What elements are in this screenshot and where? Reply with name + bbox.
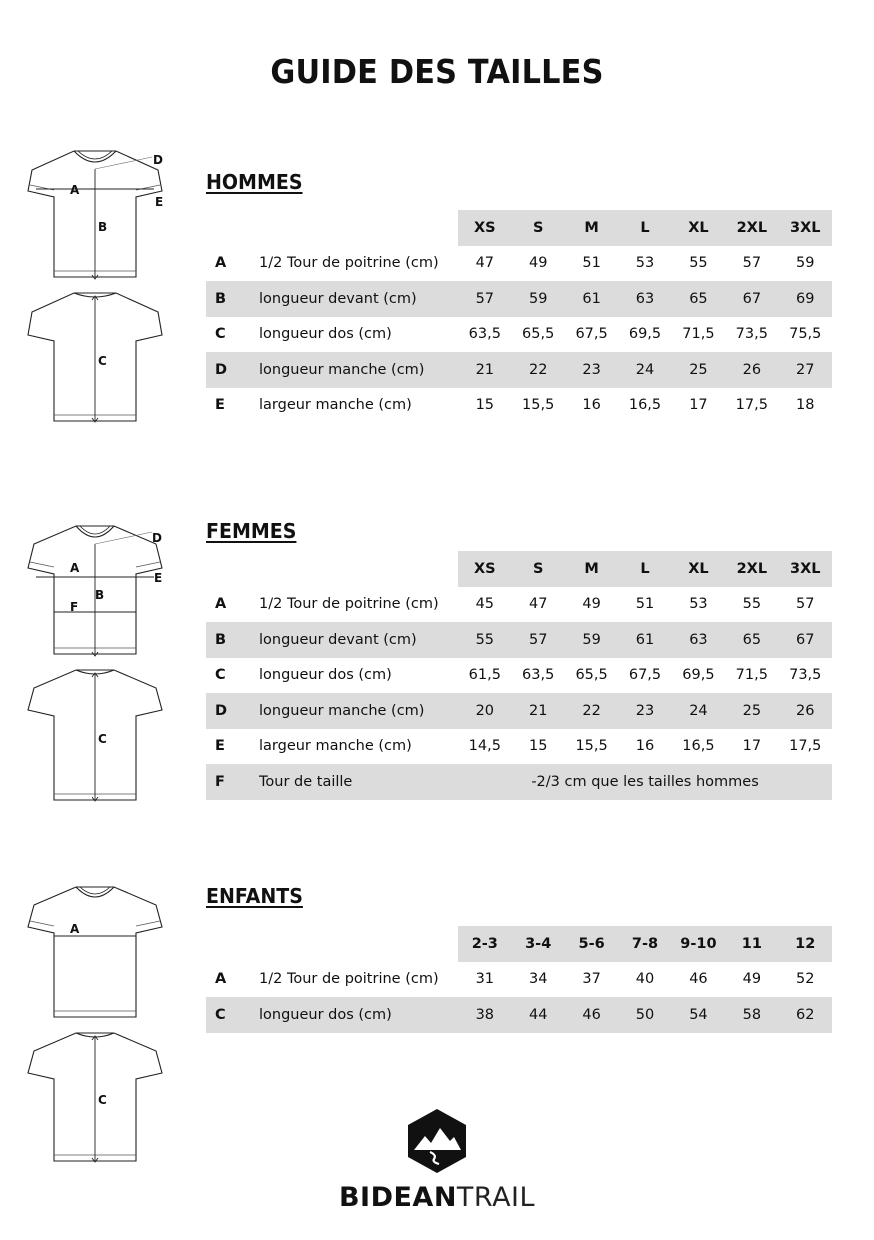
value-cell: 17 <box>689 397 708 414</box>
size-header: 3XL <box>779 210 832 246</box>
value-cell: 17,5 <box>789 738 822 755</box>
row-letter: E <box>215 397 225 414</box>
value-cell: 18 <box>796 397 815 414</box>
row-letter: D <box>206 352 236 388</box>
value-cell: 69 <box>779 281 832 317</box>
value-cell: 15 <box>475 397 495 414</box>
value-cell: 16,5 <box>628 397 662 414</box>
measure-label-d: D <box>152 531 162 545</box>
tshirt-back-icon <box>28 1033 162 1162</box>
value-cell: 63,5 <box>522 667 555 684</box>
value-cell: 65 <box>672 281 725 317</box>
table-header <box>206 210 832 246</box>
value-cell: 63 <box>672 622 725 658</box>
row-label: 1/2 Tour de poitrine (cm) <box>259 596 439 613</box>
value-cell: 71,5 <box>682 326 715 343</box>
size-header: XS <box>458 210 511 246</box>
value-cell: 65,5 <box>522 326 555 343</box>
value-cell: 67,5 <box>628 667 662 684</box>
table-row <box>206 622 832 658</box>
size-header: 5-6 <box>565 926 618 962</box>
row-label: largeur manche (cm) <box>259 738 412 755</box>
size-table-femmes <box>206 551 832 800</box>
size-header: 2XL <box>725 551 778 587</box>
value-cell: 31 <box>475 971 495 988</box>
row-letter: B <box>206 622 236 658</box>
size-header: XL <box>672 210 725 246</box>
size-header: 3-4 <box>512 926 565 962</box>
size-table-hommes <box>206 210 832 423</box>
value-cell: 63 <box>618 281 671 317</box>
measure-label-d: D <box>153 153 163 167</box>
value-cell: 65,5 <box>575 667 608 684</box>
table-header <box>206 551 832 587</box>
value-cell: 57 <box>458 281 511 317</box>
row-letter: B <box>206 281 236 317</box>
value-cell: 67 <box>779 622 832 658</box>
value-cell: 73,5 <box>789 667 822 684</box>
value-cell: 45 <box>475 596 495 613</box>
brand-name <box>337 1182 537 1213</box>
value-cell: 47 <box>528 596 548 613</box>
measure-label-b: B <box>95 588 105 602</box>
size-header: M <box>565 551 618 587</box>
illustration-hommes <box>24 145 166 430</box>
measure-label-a: A <box>70 922 80 936</box>
value-cell: 71,5 <box>735 667 768 684</box>
value-cell: 49 <box>528 255 548 272</box>
value-cell: 57 <box>796 596 815 613</box>
value-cell: 62 <box>779 997 832 1033</box>
value-cell: 51 <box>582 255 601 272</box>
value-cell: 55 <box>689 255 708 272</box>
value-cell: 22 <box>565 693 618 729</box>
size-header: 2XL <box>725 210 778 246</box>
measure-label-c: C <box>98 732 107 746</box>
value-cell: 15 <box>528 738 548 755</box>
value-cell: 63,5 <box>468 326 501 343</box>
value-cell: 24 <box>672 693 725 729</box>
value-cell: 21 <box>512 693 565 729</box>
measure-label-a: A <box>70 561 80 575</box>
value-cell: 49 <box>582 596 601 613</box>
value-cell: 15,5 <box>575 738 608 755</box>
table-row <box>206 388 832 424</box>
row-label: 1/2 Tour de poitrine (cm) <box>259 971 439 988</box>
row-label: Tour de taille <box>236 764 458 800</box>
value-cell: 26 <box>725 352 778 388</box>
tshirt-front-icon <box>24 520 166 805</box>
value-cell: 14,5 <box>468 738 501 755</box>
size-header: 9-10 <box>672 926 725 962</box>
row-letter: C <box>215 667 226 684</box>
measure-label-e: E <box>154 571 163 585</box>
row-letter: D <box>206 693 236 729</box>
tshirt-front-icon <box>24 883 166 1168</box>
value-cell: 47 <box>475 255 495 272</box>
tshirt-back-icon <box>28 670 162 801</box>
size-header: 3XL <box>779 551 832 587</box>
row-letter: E <box>215 738 225 755</box>
measure-label-c: C <box>98 354 107 368</box>
value-cell: 37 <box>582 971 601 988</box>
value-cell: 46 <box>689 971 708 988</box>
value-cell: 22 <box>512 352 565 388</box>
value-cell: 25 <box>672 352 725 388</box>
measure-label-e: E <box>155 195 164 209</box>
brand-name-light: TRAIL <box>456 1182 536 1213</box>
value-cell: 73,5 <box>735 326 768 343</box>
value-cell: 16 <box>635 738 655 755</box>
value-cell: 51 <box>635 596 655 613</box>
value-cell: 52 <box>796 971 815 988</box>
table-row <box>206 729 832 765</box>
illustration-femmes <box>24 520 166 805</box>
size-header: XL <box>672 551 725 587</box>
measure-label-b: B <box>98 220 108 234</box>
value-cell: 16 <box>582 397 601 414</box>
table-row <box>206 962 832 998</box>
value-cell: 17,5 <box>735 397 768 414</box>
row-letter: A <box>215 596 227 613</box>
row-letter: C <box>215 326 226 343</box>
value-cell: 24 <box>618 352 671 388</box>
brand-logo <box>337 1108 537 1213</box>
size-header: S <box>512 551 565 587</box>
value-cell: 53 <box>689 596 708 613</box>
section-title-enfants: ENFANTS <box>206 884 303 908</box>
value-cell: 59 <box>796 255 815 272</box>
row-letter: F <box>206 764 236 800</box>
row-label: 1/2 Tour de poitrine (cm) <box>259 255 439 272</box>
table-row-waist-note <box>206 764 832 800</box>
table-row <box>206 997 832 1033</box>
size-header: 2-3 <box>458 926 511 962</box>
size-header: 11 <box>725 926 778 962</box>
value-cell: 49 <box>742 971 762 988</box>
row-label: longueur manche (cm) <box>236 352 458 388</box>
table-row <box>206 281 832 317</box>
page-title: GUIDE DES TAILLES <box>270 52 604 91</box>
row-letter: C <box>206 997 236 1033</box>
value-cell: 26 <box>779 693 832 729</box>
value-cell: 61,5 <box>468 667 501 684</box>
value-cell: 27 <box>779 352 832 388</box>
value-cell: 59 <box>512 281 565 317</box>
tshirt-back-icon <box>28 293 162 422</box>
value-cell: 69,5 <box>628 326 662 343</box>
value-cell: 44 <box>512 997 565 1033</box>
value-cell: 55 <box>742 596 762 613</box>
value-cell: 38 <box>458 997 511 1033</box>
value-cell: 61 <box>565 281 618 317</box>
value-cell: 23 <box>618 693 671 729</box>
value-cell: 59 <box>565 622 618 658</box>
value-cell: 23 <box>565 352 618 388</box>
value-cell: 40 <box>635 971 655 988</box>
size-header: L <box>618 210 671 246</box>
size-header: 12 <box>779 926 832 962</box>
row-label: longueur dos (cm) <box>259 326 392 343</box>
size-header: M <box>565 210 618 246</box>
table-header <box>206 926 832 962</box>
section-title-femmes: FEMMES <box>206 519 297 543</box>
waist-note: -2/3 cm que les tailles hommes <box>458 764 832 800</box>
value-cell: 55 <box>458 622 511 658</box>
value-cell: 65 <box>725 622 778 658</box>
value-cell: 46 <box>565 997 618 1033</box>
brand-name-bold: BIDEAN <box>338 1182 457 1213</box>
value-cell: 17 <box>742 738 762 755</box>
value-cell: 61 <box>618 622 671 658</box>
value-cell: 20 <box>458 693 511 729</box>
value-cell: 21 <box>458 352 511 388</box>
value-cell: 15,5 <box>522 397 555 414</box>
size-table-enfants <box>206 926 832 1033</box>
size-header: XS <box>458 551 511 587</box>
value-cell: 16,5 <box>682 738 715 755</box>
table-row <box>206 658 832 694</box>
tshirt-front-icon <box>24 145 166 430</box>
row-label: longueur manche (cm) <box>236 693 458 729</box>
mountain-hexagon-icon <box>406 1108 468 1174</box>
row-letter: A <box>215 971 227 988</box>
measure-label-c: C <box>98 1093 107 1107</box>
measure-label-f: F <box>70 600 79 614</box>
value-cell: 54 <box>672 997 725 1033</box>
illustration-enfants <box>24 883 166 1168</box>
row-label: longueur devant (cm) <box>236 622 458 658</box>
table-row <box>206 352 832 388</box>
value-cell: 34 <box>528 971 548 988</box>
section-title-hommes: HOMMES <box>206 170 303 194</box>
row-letter: A <box>215 255 227 272</box>
table-row <box>206 693 832 729</box>
value-cell: 58 <box>725 997 778 1033</box>
table-row <box>206 587 832 623</box>
value-cell: 57 <box>512 622 565 658</box>
size-header: 7-8 <box>618 926 671 962</box>
value-cell: 53 <box>635 255 655 272</box>
value-cell: 50 <box>618 997 671 1033</box>
row-label: longueur dos (cm) <box>236 997 458 1033</box>
row-label: longueur dos (cm) <box>259 667 392 684</box>
value-cell: 67 <box>725 281 778 317</box>
value-cell: 25 <box>725 693 778 729</box>
row-label: longueur devant (cm) <box>236 281 458 317</box>
measure-label-a: A <box>70 183 80 197</box>
value-cell: 57 <box>742 255 762 272</box>
table-row <box>206 246 832 282</box>
row-label: largeur manche (cm) <box>259 397 412 414</box>
size-header: L <box>618 551 671 587</box>
value-cell: 75,5 <box>789 326 822 343</box>
value-cell: 69,5 <box>682 667 715 684</box>
value-cell: 67,5 <box>575 326 608 343</box>
table-row <box>206 317 832 353</box>
size-header: S <box>512 210 565 246</box>
